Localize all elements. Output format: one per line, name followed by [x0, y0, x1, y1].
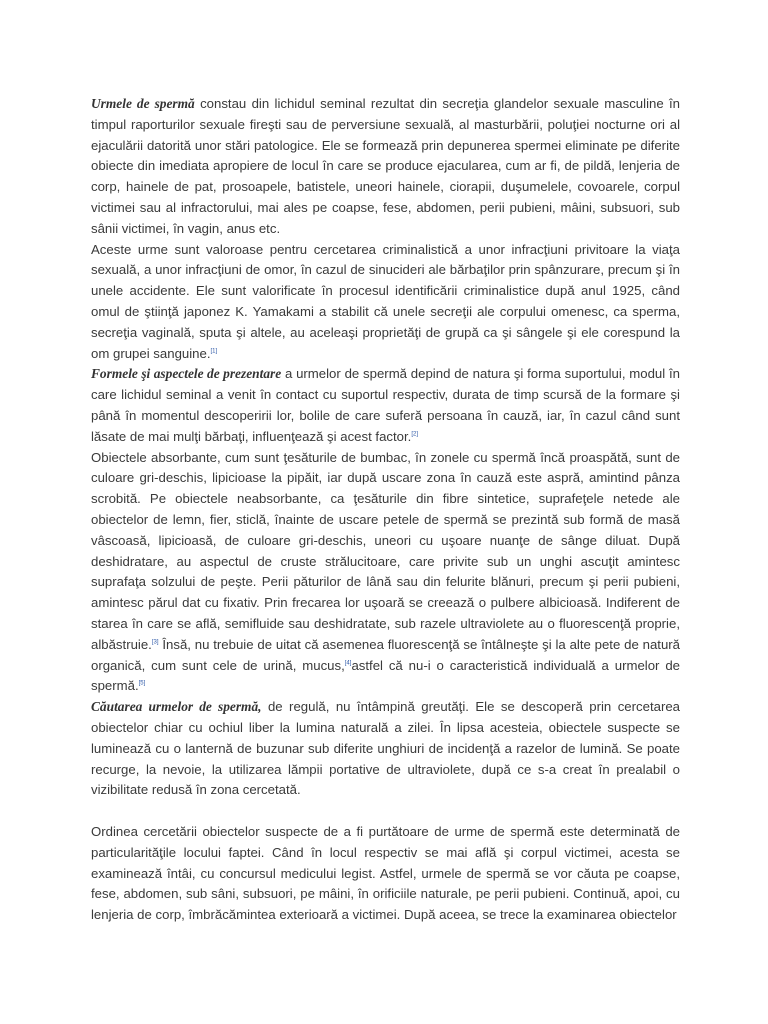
paragraph-text: Aceste urme sunt valoroase pentru cercetarea criminalistică a unor infracţiuni privitoare la viaţa sexuală, a unor infracţiuni de omor, în cazul de sinucideri ale bărbaţilor prin spânzurare, precum şi în unele accidente. Ele sunt valorificate în procesul identificării criminalistice după anul 1925, când omul de ştiinţă japonez K. Yamakami a stabilit că unele secreţii ale corpului omenesc, ca sperma, secreţia vaginală, sputa şi altele, au aceleaşi proprietăţi de grupă ca şi sângele şi ele corespund la om grupei sanguine. — [91, 241, 680, 361]
paragraph-definition — [91, 94, 680, 240]
paragraph-text: Însă, nu trebuie de uitat că asemenea fluorescenţă se întâlneşte şi la alte pete de natură organică, cum sunt cele de urină, mucus, — [91, 636, 680, 673]
lead-phrase: Urmele de spermă — [91, 96, 195, 111]
paragraph-forms — [91, 364, 680, 447]
lead-phrase: Formele şi aspectele de prezentare — [91, 366, 282, 382]
paragraph-order — [91, 822, 680, 926]
paragraph-value — [91, 240, 680, 365]
paragraph-text: a urmelor de spermă depind de natura şi forma suportului, modul în care lichidul seminal a venit în contact cu suportul respectiv, durata de timp scursă de la formare şi până în momentul descoperirii lor, bolile de care suferă persoana în cauză, iar, în cazul când sunt lăsate de mai mulţi bărbaţi, influenţează şi acest factor. — [91, 366, 680, 444]
footnote-link[interactable]: [4] — [344, 660, 352, 667]
paragraph-text: Obiectele absorbante, cum sunt ţesăturile de bumbac, în zonele cu spermă încă proaspătă, sunt de culoare gri-deschis, lipicioase la pipăit, iar după uscare zona în cauză este aspră, amintind pânza scrobită. Pe obiectele neabsorbante, ca ţesăturile din fibre sintetice, suprafeţele netede ale obiectelor de lemn, fier, sticlă, înainte de uscare petele de spermă se prezintă sub formă de masă vâscoasă, lipicioasă, de culoare gri-deschis, uneori cu uşoare nuanţe de sânge diluat. După deshidratare, au aspectul de cruste strălucitoare, care privite sub un unghi ascuţit amintesc suprafaţa solzului de peşte. Perii păturilor de lână sau din felurite blănuri, precum şi perii pubieni, amintesc părul dat cu fixativ. Prin frecarea lor uşoară se creează o pulbere albicioasă. Indiferent de starea în care se află, semifluide sau deshidratate, sub razele ultraviolete au o fluorescenţă proprie, albăstruie. — [91, 449, 680, 652]
paragraph-text: Ordinea cercetării obiectelor suspecte de a fi purtătoare de urme de spermă este determinată de particularităţile locului faptei. Când în locul respectiv se mai află şi corpul victimei, acesta se examinează întâi, cu concursul medicului legist. Astfel, urmele de spermă se vor căuta pe coapse, fese, abdomen, sub sâni, subsuori, pe mâini, în orificiile naturale, pe perii pubieni. Continuă, apoi, cu lenjeria de corp, îmbrăcămintea exterioară a victimei. După aceea, se trece la examinarea obiectelor — [91, 824, 680, 923]
paragraph-gap — [91, 801, 680, 822]
paragraph-objects — [91, 448, 680, 698]
paragraph-search — [91, 697, 680, 801]
lead-phrase: Căutarea urmelor de spermă, — [91, 699, 262, 715]
paragraph-text: constau din lichidul seminal rezultat din secreţia glandelor sexuale masculine în timpul raporturilor sexuale fireşti sau de perversiune sexuală, al masturbării, poluţiei nocturne ori al ejaculării datorită unor stări patologice. Ele se formează prin depunerea spermei eliminate pe diferite obiecte din imediata apropiere de locul în care se produce ejacularea, cum ar fi, de pildă, lenjeria de corp, hainele de pat, prosoapele, batistele, uneori hainele, ciorapii, duşumelele, covoarele, corpul victimei sau al infractorului, mai ales pe coapse, fese, abdomen, perii pubieni, mâini, subsuori, sub sânii victimei, în vagin, anus etc. — [91, 96, 680, 236]
paragraph-text: astfel că nu-i o caracteristică individuală a urmelor de spermă. — [91, 657, 680, 694]
footnote-link[interactable]: [1] — [210, 348, 218, 355]
paragraph-text: de regulă, nu întâmpină greutăţi. Ele se descoperă prin cercetarea obiectelor chiar cu ochiul liber la lumina naturală a zilei. În lipsa acesteia, obiectele suspecte se luminează cu o lanternă de buzunar sub diferite unghiuri de incidenţă a razelor de lumină. Se poate recurge, la nevoie, la utilizarea lămpii portative de ultraviolete, după ce s-a creat în prealabil o vizibilitate redusă în zona cercetată. — [91, 699, 680, 798]
footnote-link[interactable]: [5] — [138, 680, 146, 687]
footnote-link[interactable]: [2] — [411, 431, 419, 438]
footnote-link[interactable]: [3] — [151, 639, 159, 646]
